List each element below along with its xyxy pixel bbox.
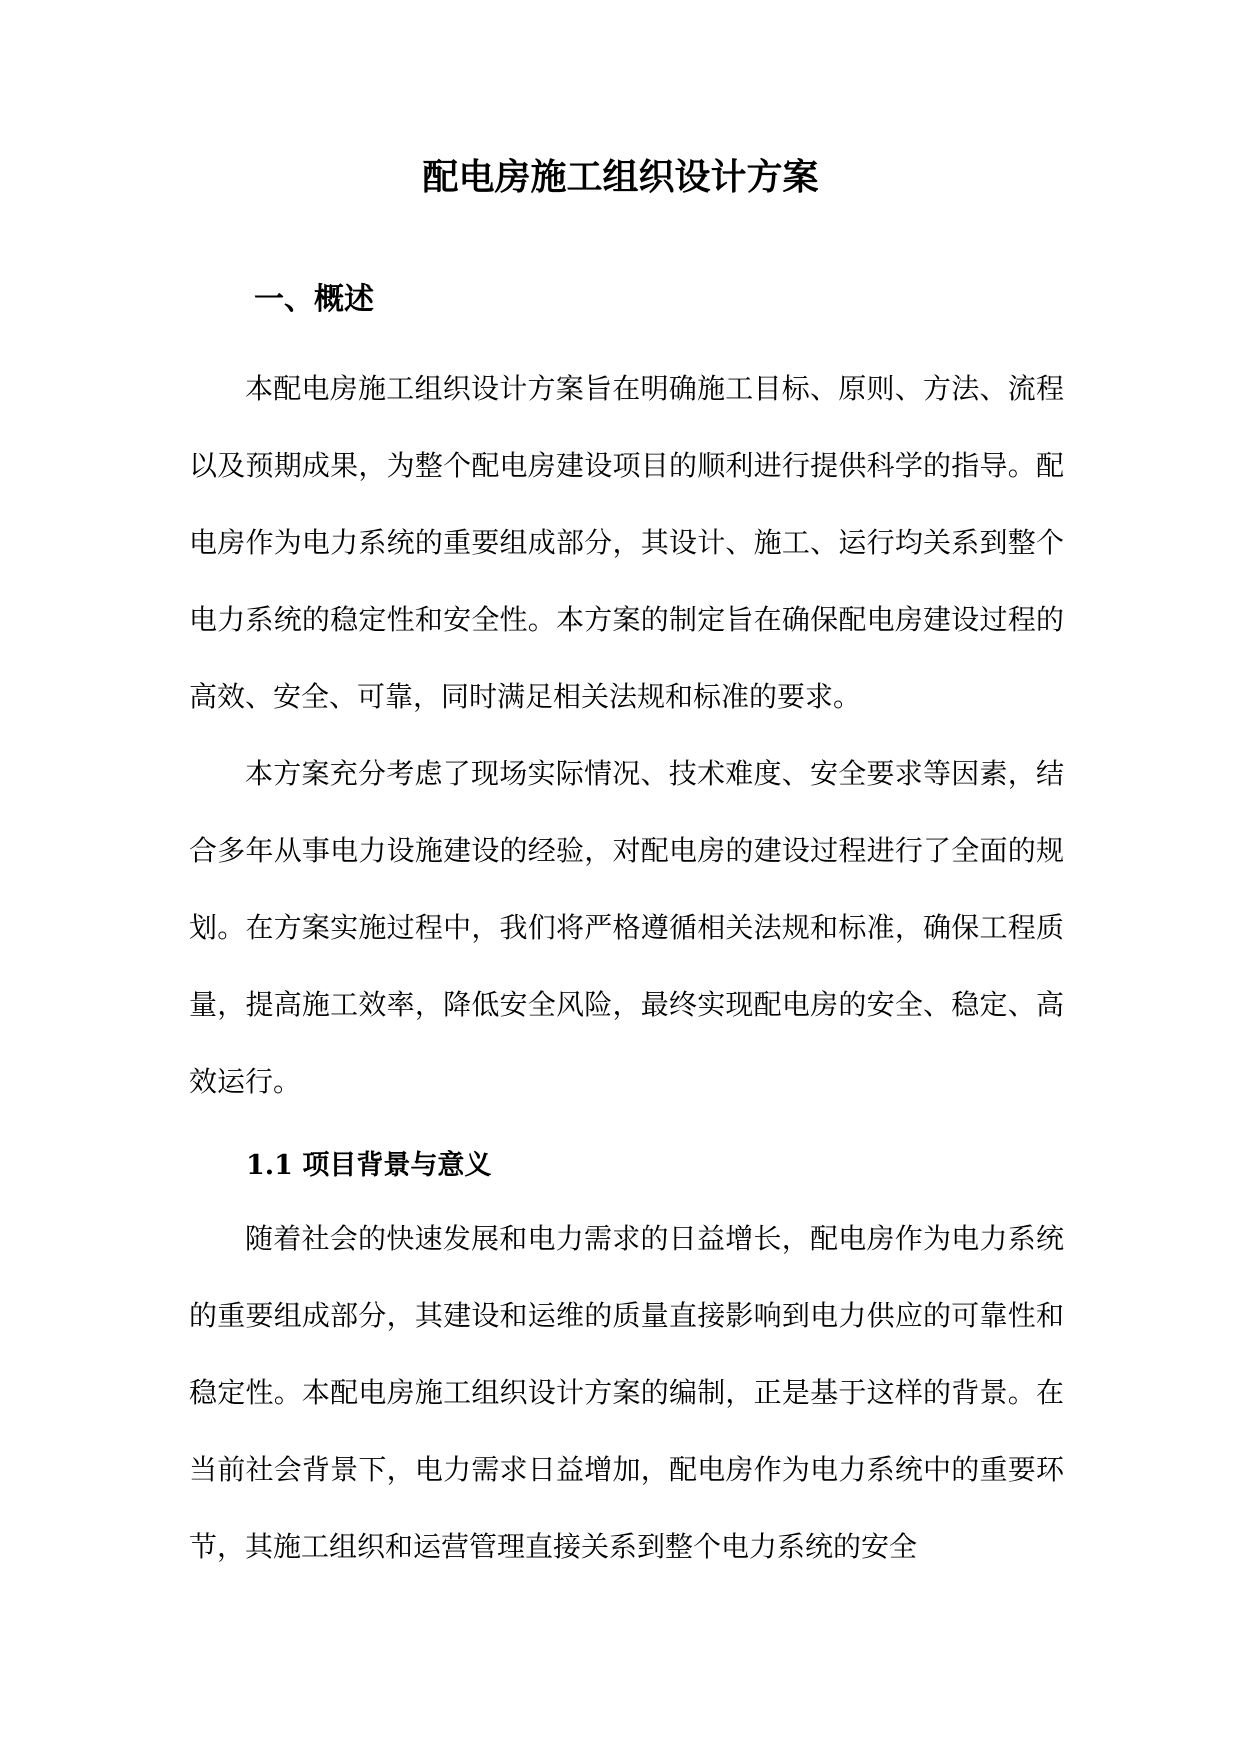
paragraph: 本配电房施工组织设计方案旨在明确施工目标、原则、方法、流程以及预期成果，为整个配电房建设项目的顺利进行提供科学的指导。配电房作为电力系统的重要组成部分，其设计、施工、运行均关系到整个电力系统的稳定性和安全性。本方案的制定旨在确保配电房建设过程的高效、安全、可靠，同时满足相关法规和标准的要求。 <box>189 372 1064 713</box>
document-title: 配电房施工组织设计方案 <box>422 156 819 198</box>
section-heading-overview: 一、概述 <box>254 282 374 317</box>
subsection-heading-background: 1.1 项目背景与意义 <box>246 1150 492 1181</box>
paragraph: 本方案充分考虑了现场实际情况、技术难度、安全要求等因素，结合多年从事电力设施建设的经验，对配电房的建设过程进行了全面的规划。在方案实施过程中，我们将严格遵循相关法规和标准，确保工程质量，提高施工效率，降低安全风险，最终实现配电房的安全、稳定、高效运行。 <box>189 757 1064 1098</box>
paragraph: 随着社会的快速发展和电力需求的日益增长，配电房作为电力系统的重要组成部分，其建设和运维的质量直接影响到电力供应的可靠性和稳定性。本配电房施工组织设计方案的编制，正是基于这样的背景。在当前社会背景下，电力需求日益增加，配电房作为电力系统中的重要环节，其施工组织和运营管理直接关系到整个电力系统的安全 <box>189 1222 1064 1563</box>
